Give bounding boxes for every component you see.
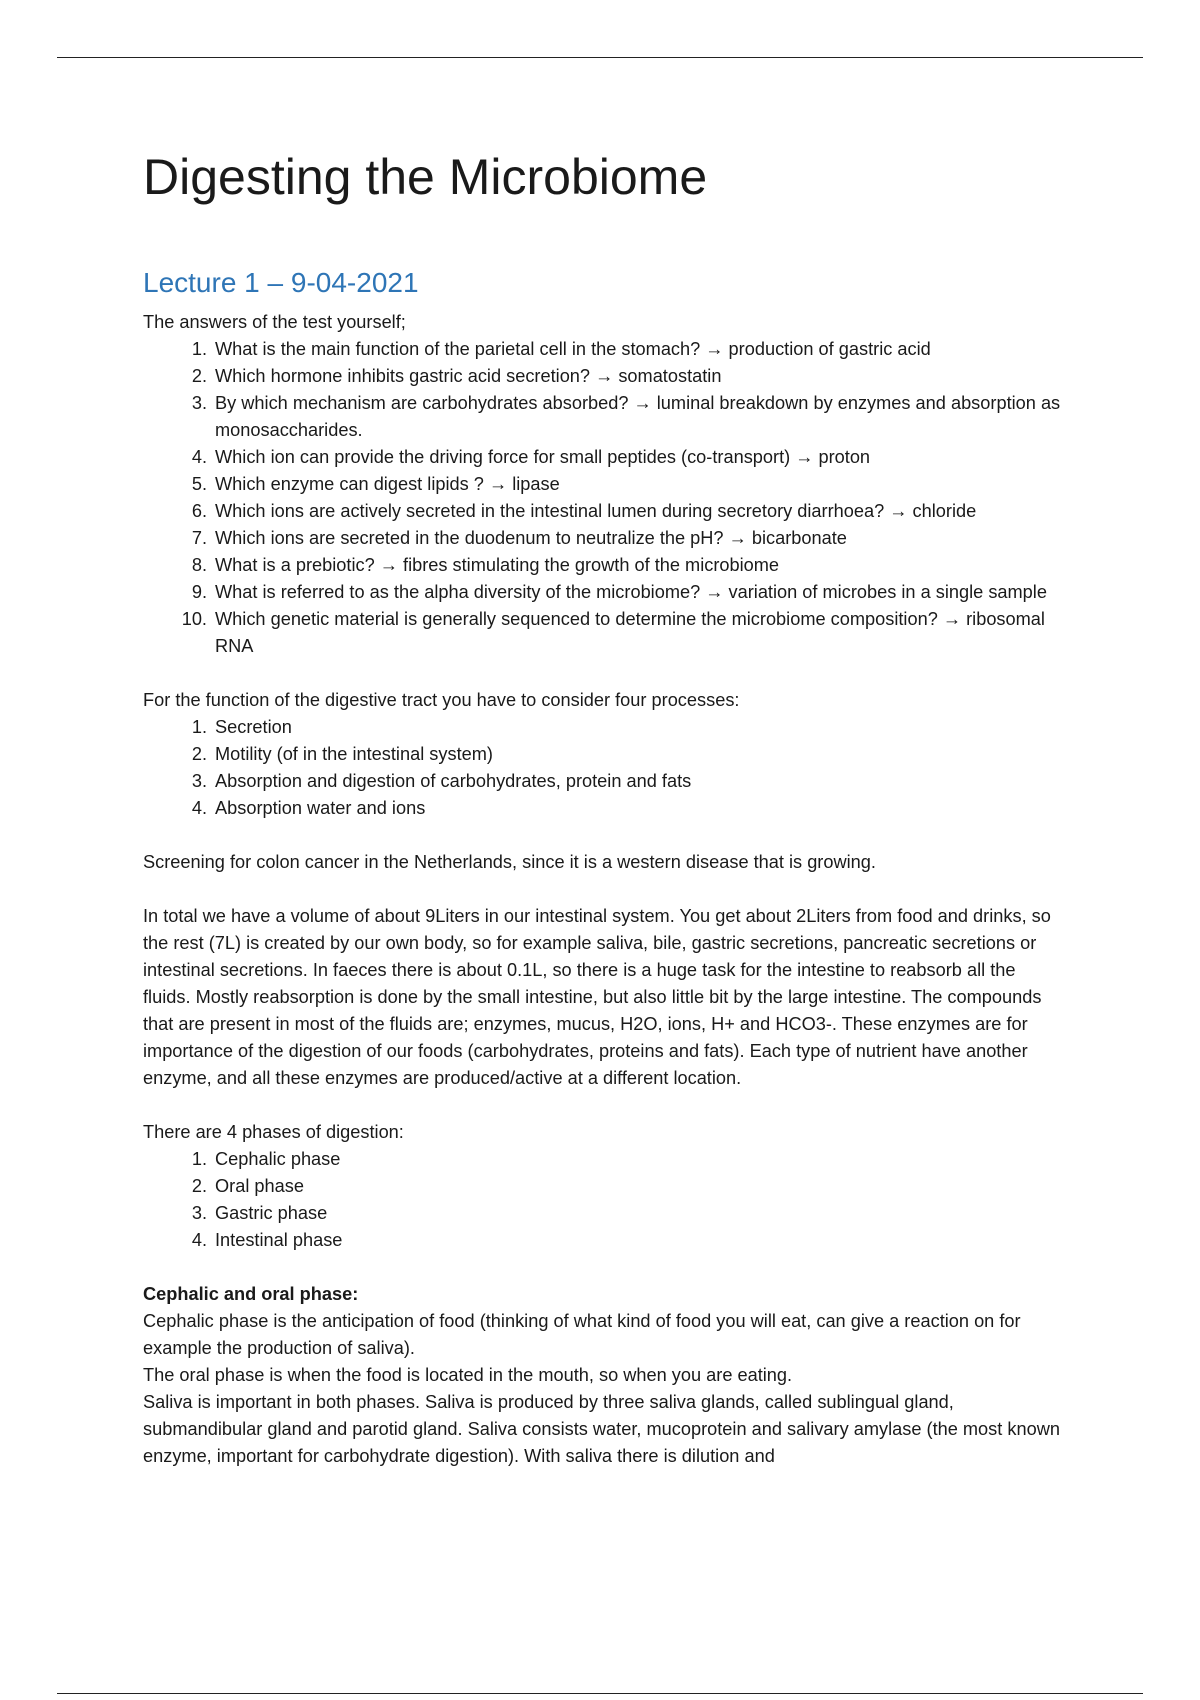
list-item: 7. Which ions are secreted in the duodenum to neutralize the pH? → bicarbonate [191,528,847,548]
test-intro: The answers of the test yourself; [143,312,406,332]
list-item: 4. Which ion can provide the driving force for small peptides (co-transport) → proton [191,447,871,467]
list-item: 3. By which mechanism are carbohydrates absorbed? → luminal breakdown by enzymes and absorption as monosaccharides. [191,393,1061,440]
list-item: 8. What is a prebiotic? → fibres stimulating the growth of the microbiome [191,555,780,575]
function-intro: For the function of the digestive tract you have to consider four processes: [143,690,740,710]
cephalic-heading: Cephalic and oral phase: [143,1284,359,1304]
header-rule [57,57,1143,58]
list-item: 1. Secretion [191,717,292,737]
document-body [143,309,1063,1470]
cephalic-paragraph-3: Saliva is important in both phases. Saliva is produced by three saliva glands, called sublingual gland, submandibular gland and parotid gland. Saliva consists water, mucoprotein and salivary amylase (the most known enzyme, important for carbohydrate digestion). With saliva there is dilution and [143,1392,1060,1466]
volume-paragraph: In total we have a volume of about 9Liters in our intestinal system. You get about 2Liters from food and drinks, so the rest (7L) is created by our own body, so for example saliva, bile, gastric secretions, pancreatic secretions or intestinal secretions. In faeces there is about 0.1L, so there is a huge task for the intestine to reabsorb all the fluids. Mostly reabsorption is done by the small intestine, but also little bit by the large intestine. The compounds that are present in most of the fluids are; enzymes, mucus, H2O, ions, H+ and HCO3-. These enzymes are for importance of the digestion of our foods (carbohydrates, proteins and fats). Each type of nutrient have another enzyme, and all these enzymes are produced/active at a different location. [143,906,1051,1088]
list-item: 1. Cephalic phase [191,1149,341,1169]
list-item: 5. Which enzyme can digest lipids ? → lipase [191,474,560,494]
cephalic-paragraph-2: The oral phase is when the food is located in the mouth, so when you are eating. [143,1365,793,1385]
test-answers-list [143,336,1063,660]
list-item: 9. What is referred to as the alpha diversity of the microbiome? → variation of microbes in a single sample [191,582,1047,602]
document-title: Digesting the Microbiome [143,149,708,205]
list-item: 2. Which hormone inhibits gastric acid secretion? → somatostatin [191,366,722,386]
phases-intro: There are 4 phases of digestion: [143,1122,404,1142]
list-item: 1. What is the main function of the parietal cell in the stomach? → production of gastric acid [191,339,931,359]
list-item: 10. Which genetic material is generally sequenced to determine the microbiome composition? → ribosomal RNA [181,609,1045,656]
screening-paragraph: Screening for colon cancer in the Netherlands, since it is a western disease that is growing. [143,852,876,872]
list-item: 2. Oral phase [191,1176,304,1196]
list-item: 3. Gastric phase [191,1203,328,1223]
phases-list [143,1146,1063,1254]
list-item: 3. Absorption and digestion of carbohydrates, protein and fats [191,771,692,791]
cephalic-paragraph-1: Cephalic phase is the anticipation of food (thinking of what kind of food you will eat, can give a reaction on for example the production of saliva). [143,1311,1021,1358]
function-list [143,714,1063,822]
list-item: 4. Intestinal phase [191,1230,343,1250]
footer-rule [57,1693,1143,1694]
list-item: 2. Motility (of in the intestinal system) [191,744,493,764]
list-item: 4. Absorption water and ions [191,798,426,818]
lecture-heading: Lecture 1 – 9-04-2021 [143,267,419,298]
list-item: 6. Which ions are actively secreted in the intestinal lumen during secretory diarrhoea? → chloride [191,501,977,521]
